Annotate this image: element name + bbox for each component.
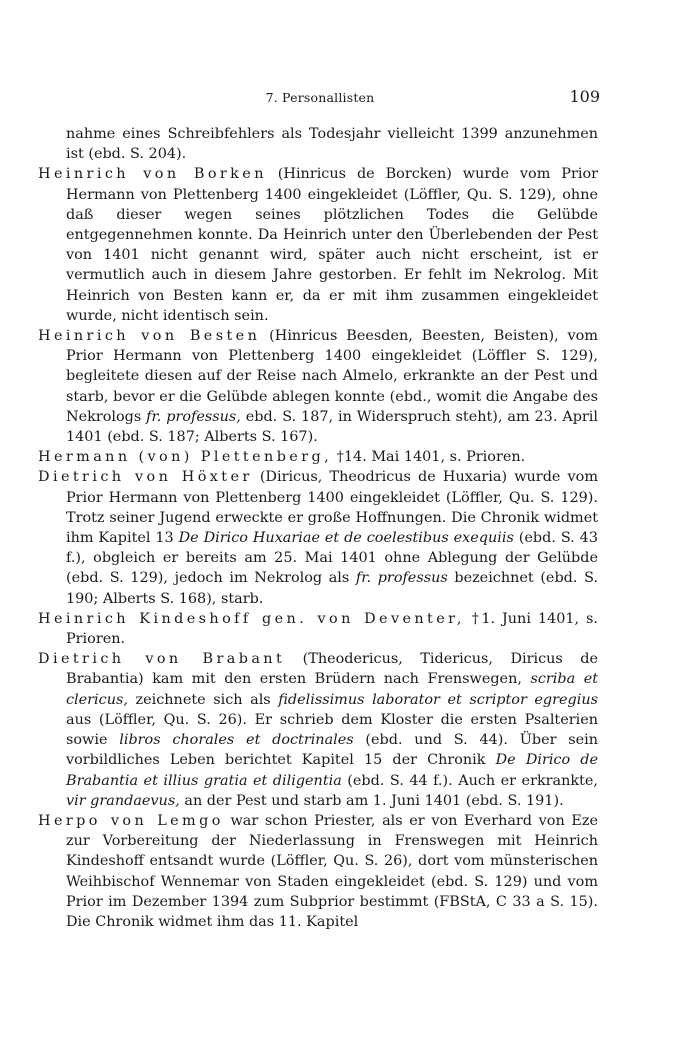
person-entry	[38, 467, 598, 608]
person-name: Heinrich von Besten	[38, 328, 261, 345]
entry-text: (Theodericus, Tidericus, Diricus de Brabantia) kam mit den ersten Brüdern nach Frenswegen,	[66, 651, 598, 688]
italic-quote: De Dirico de Brabantia et illius gratia et diligentia	[66, 752, 599, 789]
italic-quote: fidelissimus laborator et scriptor egregius	[278, 691, 599, 708]
entry-text: nahme eines Schreibfehlers als Todesjahr vielleicht 1399 anzunehmen ist (ebd. S. 204).	[66, 126, 598, 163]
entry-text: ebd. S. 187, in Widerspruch steht), am 23. April 1401 (ebd. S. 187; Alberts S. 167).	[66, 408, 599, 446]
page-number: 109	[569, 87, 600, 106]
italic-quote: De Dirico Huxariae et de coelestibus exequiis	[178, 530, 514, 547]
person-name: Dietrich von Brabant	[38, 651, 286, 668]
person-name: Heinrich Kindeshoff gen. von Deventer,	[38, 610, 465, 627]
running-head-title: 7. Personallisten	[265, 90, 375, 105]
entry-text: bezeichnet (ebd. S. 190; Alberts S. 168), starb.	[66, 570, 598, 607]
person-entry	[38, 609, 598, 649]
italic-quote: vir grandaevus,	[66, 792, 180, 809]
entry-text: war schon Priester, als er von Everhard von Eze zur Vorbereitung der Niederlassung in Frenswegen mit Heinrich Kindeshoff entsandt wurde (Löffler, Qu. S. 26), dort vom münsterischen Weihbischof Wennemar von Staden eingekleidet (ebd. S. 129) und vom Prior im Dezember 1394 zum Subprior bestimmt (FBStA, C 33 a S. 15). Die Chronik widmet ihm das 11. Kapitel	[66, 812, 598, 930]
entry-text: aus (Löffler, Qu. S. 26). Er schrieb dem Kloster die ersten Psalterien sowie	[66, 711, 598, 749]
italic-quote: fr. professus	[355, 570, 448, 587]
entry-text: (Hinricus de Borcken) wurde vom Prior Hermann von Plettenberg 1400 eingekleidet (Löffler, Qu. S. 129), ohne daß dieser wegen seines plötzlichen Todes die Gelübde entgegennehmen konnte. Da Heinrich unter den Überlebenden der Pest von 1401 nicht genannt wird, später auch nicht erscheint, ist er vermutlich auch in diesem Jahre gestorben. Er fehlt im Nekrolog. Mit Heinrich von Besten kann er, da er mit ihm zusammen eingekleidet wurde, nicht identisch sein.	[66, 166, 598, 324]
italic-quote: scriba et clericus,	[66, 671, 598, 708]
italic-quote: libros chorales et doctrinales	[119, 732, 354, 749]
entry-text: an der Pest und starb am 1. Juni 1401 (ebd. S. 191).	[179, 792, 564, 809]
continuation-paragraph	[38, 124, 598, 164]
entry-text: †14. Mai 1401, s. Prioren.	[332, 449, 526, 466]
person-name: Heinrich von Borken	[38, 166, 267, 183]
entry-text: (ebd. S. 44 f.). Auch er erkrankte,	[341, 772, 598, 789]
entry-text: zeichnete sich als	[127, 691, 279, 708]
entry-text: †1. Juni 1401, s. Prioren.	[66, 610, 598, 648]
person-name: Herpo von Lemgo	[38, 812, 224, 829]
italic-quote: fr. professus,	[146, 408, 241, 425]
body-text	[38, 124, 598, 932]
entry-text: (ebd. und S. 44). Über sein vorbildliches Leben berichtet Kapitel 15 der Chronik	[66, 732, 599, 769]
entry-text: (ebd. S. 43 f.), obgleich er bereits am 25. Mai 1401 ohne Ablegung der Gelübde (ebd. S. 129), jedoch im Nekrolog als	[66, 530, 598, 587]
person-name: Hermann (von) Plettenberg,	[38, 449, 333, 466]
person-entry	[38, 326, 598, 447]
person-entry	[38, 164, 598, 326]
entry-text: (Hinricus Beesden, Beesten, Beisten), vom Prior Hermann von Plettenberg 1400 eingekleidet (Löffler S. 129), begleitete diesen auf der Reise nach Almelo, erkrankte an der Pest und starb, bevor er die Gelübde ablegen konnte (ebd., womit die Angabe des Nekrologs	[66, 328, 598, 425]
person-entry	[38, 811, 598, 932]
entry-text: (Diricus, Theodricus de Huxaria) wurde vom Prior Hermann von Plettenberg 1400 eingekleidet (Löffler, Qu. S. 129). Trotz seiner Jugend erweckte er große Hoffnungen. Die Chronik widmet ihm Kapitel 13	[66, 469, 598, 547]
running-head	[40, 88, 600, 108]
person-entry	[38, 649, 598, 811]
person-name: Dietrich von Höxter	[38, 469, 253, 486]
person-entry	[38, 447, 598, 467]
